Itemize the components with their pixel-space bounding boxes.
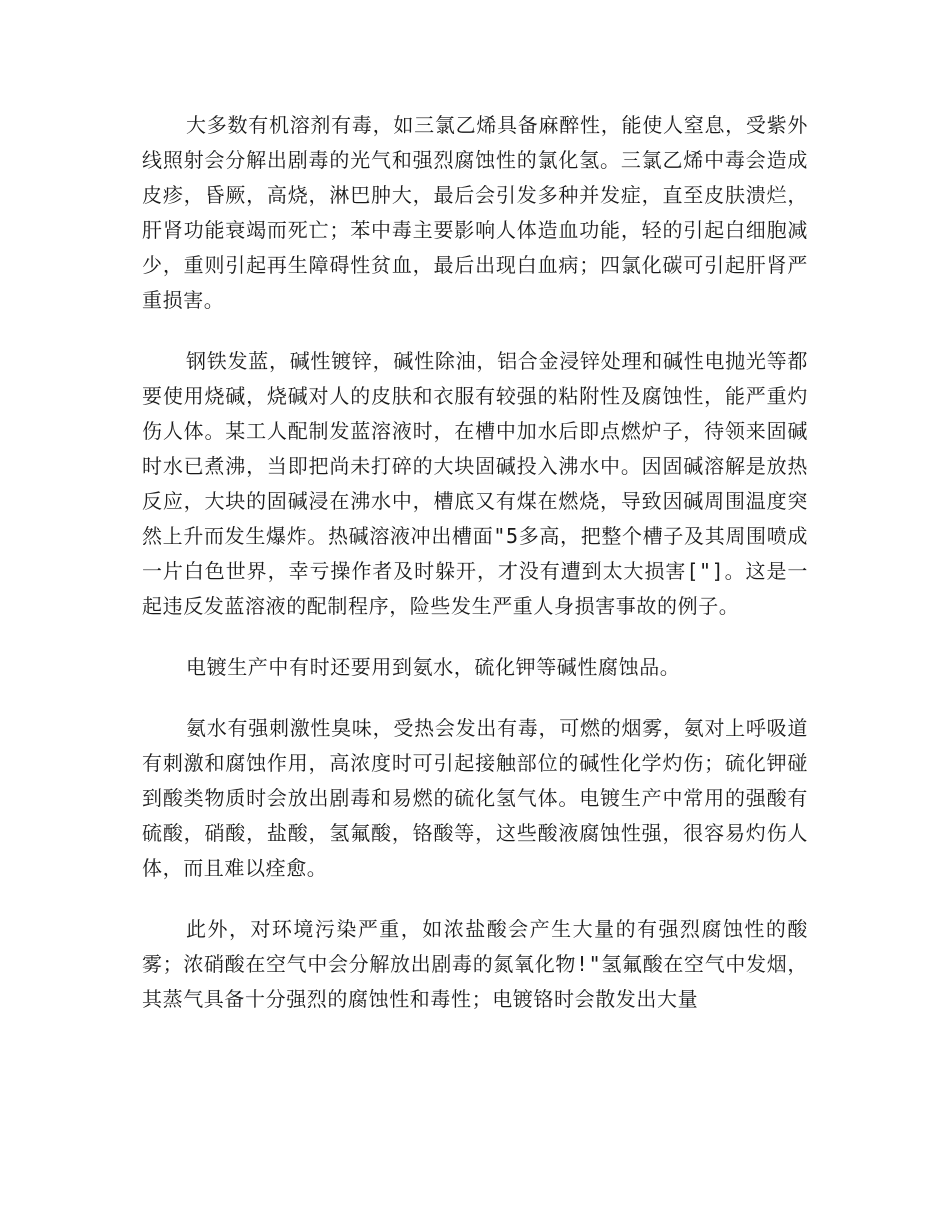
paragraph-ammonia-acids: 氨水有强刺激性臭味，受热会发出有毒，可燃的烟雾，氨对上呼吸道有刺激和腐蚀作用，高浓度时可引起接触部位的碱性化学灼伤；硫化钾碰到酸类物质时会放出剧毒和易燃的硫化氢气体。电镀生产中常用的强酸有硫酸，硝酸，盐酸，氢氟酸，铬酸等，这些酸液腐蚀性强，很容易灼伤人体，而且难以痊愈。 <box>142 716 808 880</box>
paragraph-environmental-pollution: 此外，对环境污染严重，如浓盐酸会产生大量的有强烈腐蚀性的酸雾；浓硝酸在空气中会分解放出剧毒的氮氧化物!"氢氟酸在空气中发烟，其蒸气具备十分强烈的腐蚀性和毒性；电镀铬时会散发出大量 <box>142 917 808 1011</box>
document-body <box>142 108 808 1043</box>
paragraph-caustic-soda: 钢铁发蓝，碱性镀锌，碱性除油，铝合金浸锌处理和碱性电抛光等都要使用烧碱，烧碱对人的皮肤和衣服有较强的粘附性及腐蚀性，能严重灼伤人体。某工人配制发蓝溶液时，在槽中加水后即点燃炉子，待领来固碱时水已煮沸，当即把尚未打碎的大块固碱投入沸水中。因固碱溶解是放热反应，大块的固碱浸在沸水中，槽底又有煤在燃烧，导致因碱周围温度突然上升而发生爆炸。热碱溶液冲出槽面"5多高，把整个槽子及其周围喷成一片白色世界，幸亏操作者及时躲开，才没有遭到太大损害["]。这是一起违反发蓝溶液的配制程序，险些发生严重人身损害事故的例子。 <box>142 349 808 618</box>
paragraph-organic-solvents: 大多数有机溶剂有毒，如三氯乙烯具备麻醉性，能使人窒息，受紫外线照射会分解出剧毒的光气和强烈腐蚀性的氯化氢。三氯乙烯中毒会造成皮疹，昏厥，高烧，淋巴肿大，最后会引发多种并发症，直至皮肤溃烂，肝肾功能衰竭而死亡；苯中毒主要影响人体造血功能，轻的引起白细胞减少，重则引起再生障碍性贫血，最后出现白血病；四氯化碳可引起肝肾严重损害。 <box>142 113 808 312</box>
paragraph-alkaline-corrosives: 电镀生产中有时还要用到氨水，硫化钾等碱性腐蚀品。 <box>186 655 681 679</box>
